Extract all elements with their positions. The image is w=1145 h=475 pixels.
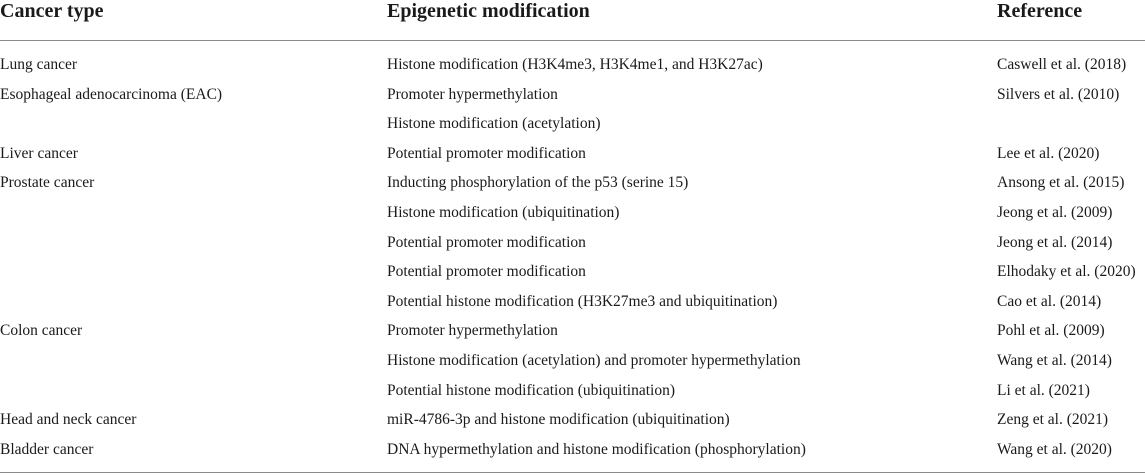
cell-modification: Potential promoter modification [387,263,586,281]
cell-modification: Histone modification (ubiquitination) [387,203,620,221]
cell-cancer-type: Bladder cancer [0,440,94,458]
table-row [0,376,1145,406]
cell-modification: Histone modification (H3K4me3, H3K4me1, and H3K27ac) [387,56,763,73]
cell-cancer-type: Lung cancer [0,56,78,73]
cell-reference: Jeong et al. (2014) [997,233,1113,251]
header-reference: Reference [997,0,1083,22]
cell-modification: Histone modification (acetylation) [387,115,601,133]
table-row [0,435,1145,465]
table-row [0,287,1145,317]
cell-modification: Potential histone modification (ubiquitination) [387,381,675,399]
cell-modification: Potential promoter modification [387,233,586,251]
table-row [0,80,1145,110]
table-row [0,228,1145,258]
header-epigenetic-modification: Epigenetic modification [387,0,590,22]
table-header [0,0,1145,41]
cell-modification: miR-4786-3p and histone modification (ubiquitination) [387,411,730,429]
cell-cancer-type: Colon cancer [0,322,83,340]
cell-modification: Promoter hypermethylation [387,322,558,340]
cell-reference: Caswell et al. (2018) [997,56,1127,73]
table-body [0,50,1145,464]
cell-cancer-type: Liver cancer [0,144,78,162]
cell-cancer-type: Prostate cancer [0,174,95,192]
cell-modification: Potential promoter modification [387,144,586,162]
table-row [0,316,1145,346]
cell-reference: Lee et al. (2020) [997,144,1100,162]
header-cancer-type: Cancer type [0,0,104,22]
cell-modification: DNA hypermethylation and histone modification (phosphorylation) [387,440,806,458]
cell-reference: Li et al. (2021) [997,381,1090,399]
table-row [0,50,1145,80]
cell-modification: Histone modification (acetylation) and promoter hypermethylation [387,351,801,369]
table-row [0,168,1145,198]
cell-reference: Pohl et al. (2009) [997,322,1105,340]
cell-modification: Potential histone modification (H3K27me3 and ubiquitination) [387,292,778,310]
cell-cancer-type: Head and neck cancer [0,411,137,429]
cell-cancer-type: Esophageal adenocarcinoma (EAC) [0,85,223,103]
cell-reference: Elhodaky et al. (2020) [997,263,1136,281]
cell-modification: Promoter hypermethylation [387,85,558,103]
table-row [0,198,1145,228]
cell-reference: Ansong et al. (2015) [997,174,1125,192]
cell-reference: Zeng et al. (2021) [997,411,1109,429]
cell-modification: Inducting phosphorylation of the p53 (serine 15) [387,174,689,192]
cell-reference: Cao et al. (2014) [997,292,1102,310]
cell-reference: Jeong et al. (2009) [997,203,1113,221]
table-row [0,139,1145,169]
table-row [0,257,1145,287]
table-bottom-rule [0,472,1145,473]
table-row [0,346,1145,376]
table-row [0,109,1145,139]
table-row [0,405,1145,435]
cell-reference: Silvers et al. (2010) [997,85,1120,103]
cell-reference: Wang et al. (2014) [997,351,1112,369]
cell-reference: Wang et al. (2020) [997,440,1112,458]
